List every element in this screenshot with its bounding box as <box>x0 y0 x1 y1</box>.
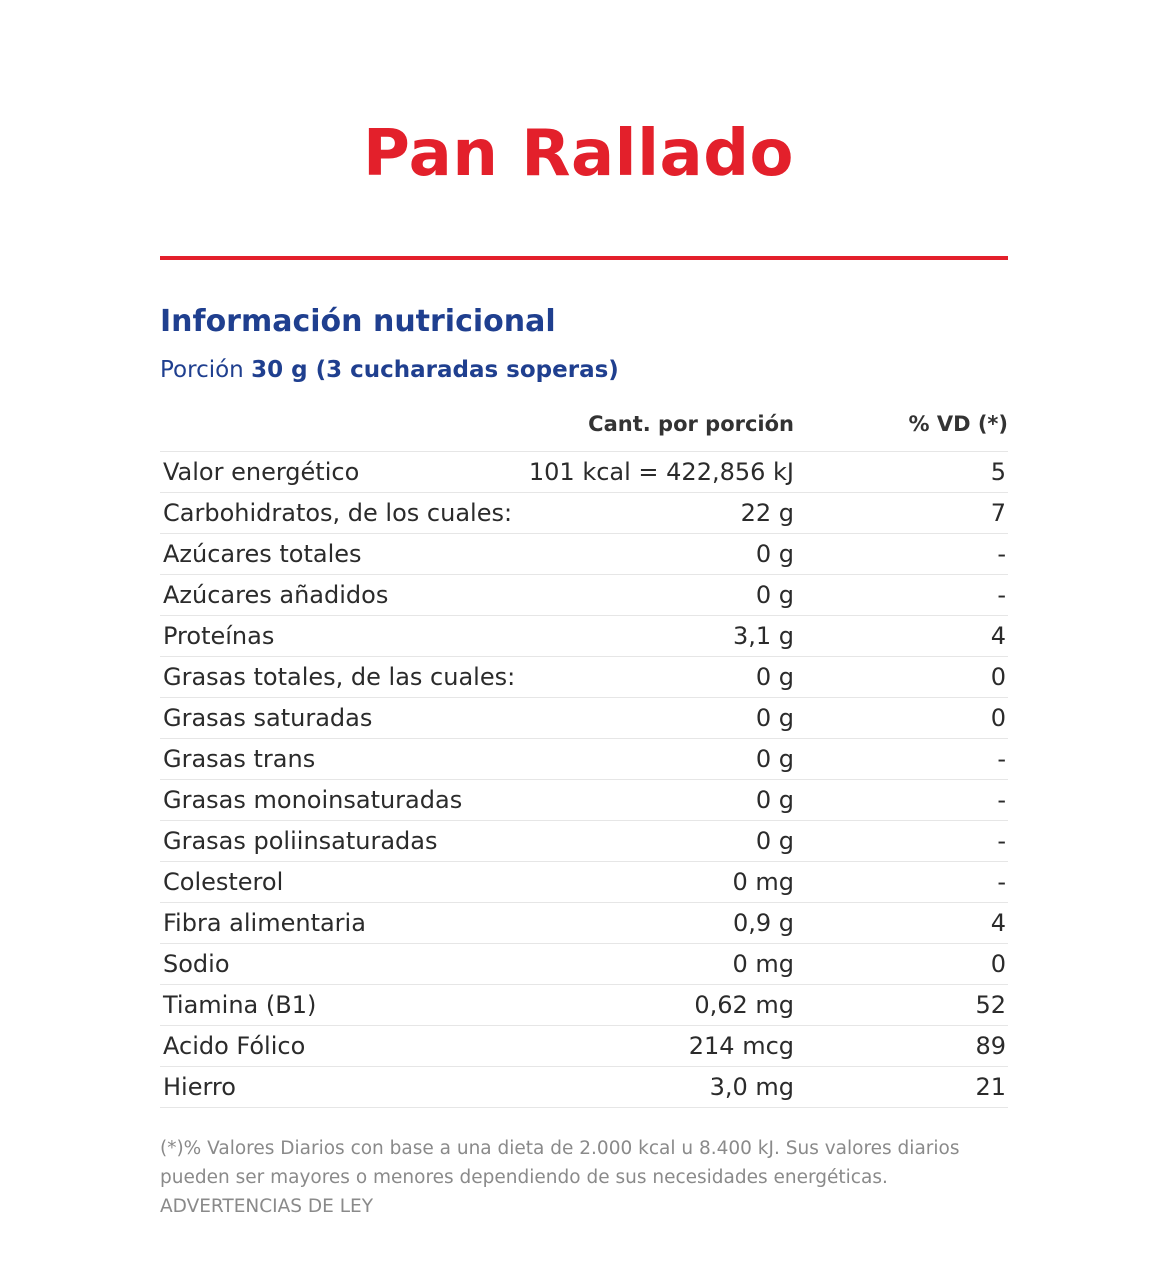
nutrient-daily-value: - <box>997 540 1006 568</box>
nutrient-amount: 3,0 mg <box>709 1073 794 1101</box>
nutrient-daily-value: - <box>997 868 1006 896</box>
table-header <box>160 404 1008 448</box>
nutrient-name: Grasas totales, de las cuales: <box>163 663 516 691</box>
nutrient-daily-value: - <box>997 827 1006 855</box>
nutrient-name: Acido Fólico <box>163 1032 306 1060</box>
nutrient-name: Tiamina (B1) <box>163 991 317 1019</box>
nutrient-amount: 3,1 g <box>732 622 794 650</box>
nutrient-name: Azúcares totales <box>163 540 362 568</box>
nutrient-name: Hierro <box>163 1073 236 1101</box>
nutrient-amount: 0 g <box>755 540 794 568</box>
nutrient-daily-value: 52 <box>975 991 1006 1019</box>
table-row <box>160 861 1008 902</box>
table-row <box>160 779 1008 820</box>
nutrient-name: Grasas monoinsaturadas <box>163 786 463 814</box>
footnote <box>160 1134 1008 1221</box>
nutrient-name: Sodio <box>163 950 230 978</box>
table-row <box>160 1066 1008 1108</box>
legal-warnings: ADVERTENCIAS DE LEY <box>160 1196 374 1217</box>
table-row <box>160 820 1008 861</box>
title-divider <box>160 256 1008 260</box>
nutrient-amount: 0 g <box>755 786 794 814</box>
table-row <box>160 738 1008 779</box>
table-row <box>160 574 1008 615</box>
nutrient-daily-value: 4 <box>990 909 1006 937</box>
nutrient-daily-value: 0 <box>990 663 1006 691</box>
portion-value: 30 g (3 cucharadas soperas) <box>251 357 619 383</box>
nutrient-name: Proteínas <box>163 622 275 650</box>
nutrient-amount: 0 mg <box>732 868 794 896</box>
nutrient-amount: 0 g <box>755 581 794 609</box>
nutrient-daily-value: 21 <box>975 1073 1006 1101</box>
table-row <box>160 533 1008 574</box>
nutrition-heading: Información nutricional <box>160 304 556 339</box>
nutrient-amount: 0 g <box>755 745 794 773</box>
portion-label: Porción <box>160 357 244 383</box>
nutrient-name: Fibra alimentaria <box>163 909 366 937</box>
nutrient-amount: 22 g <box>740 499 794 527</box>
nutrient-daily-value: - <box>997 745 1006 773</box>
footnote-line: (*)% Valores Diarios con base a una dieta de 2.000 kcal u 8.400 kJ. Sus valores diarios <box>160 1138 960 1159</box>
nutrient-amount: 0 g <box>755 704 794 732</box>
nutrient-name: Azúcares añadidos <box>163 581 389 609</box>
table-row <box>160 656 1008 697</box>
table-row <box>160 615 1008 656</box>
table-row <box>160 902 1008 943</box>
nutrient-daily-value: 89 <box>975 1032 1006 1060</box>
nutrient-name: Colesterol <box>163 868 284 896</box>
table-row <box>160 1025 1008 1066</box>
table-row <box>160 451 1008 492</box>
nutrient-daily-value: - <box>997 581 1006 609</box>
nutrient-amount: 0 g <box>755 663 794 691</box>
product-title: Pan Rallado <box>362 117 795 191</box>
nutrient-daily-value: 5 <box>990 458 1006 486</box>
nutrient-amount: 0,9 g <box>732 909 794 937</box>
nutrient-daily-value: 4 <box>990 622 1006 650</box>
nutrient-name: Valor energético <box>163 458 360 486</box>
nutrient-amount: 101 kcal = 422,856 kJ <box>528 458 794 486</box>
nutrient-name: Grasas saturadas <box>163 704 373 732</box>
nutrient-amount: 214 mcg <box>688 1032 794 1060</box>
nutrient-name: Carbohidratos, de los cuales: <box>163 499 513 527</box>
nutrient-amount: 0 mg <box>732 950 794 978</box>
nutrition-table <box>160 451 1008 1108</box>
portion-line <box>160 354 619 386</box>
nutrient-name: Grasas poliinsaturadas <box>163 827 438 855</box>
nutrient-daily-value: 0 <box>990 704 1006 732</box>
nutrient-amount: 0 g <box>755 827 794 855</box>
nutrient-daily-value: 7 <box>990 499 1006 527</box>
nutrient-daily-value: - <box>997 786 1006 814</box>
footnote-line: pueden ser mayores o menores dependiendo de sus necesidades energéticas. <box>160 1167 888 1188</box>
column-header-daily-value: % VD (*) <box>908 412 1008 436</box>
nutrient-daily-value: 0 <box>990 950 1006 978</box>
table-row <box>160 943 1008 984</box>
column-header-amount: Cant. por porción <box>588 412 794 436</box>
table-row <box>160 984 1008 1025</box>
nutrient-amount: 0,62 mg <box>694 991 794 1019</box>
table-row <box>160 492 1008 533</box>
table-row <box>160 697 1008 738</box>
nutrient-name: Grasas trans <box>163 745 316 773</box>
